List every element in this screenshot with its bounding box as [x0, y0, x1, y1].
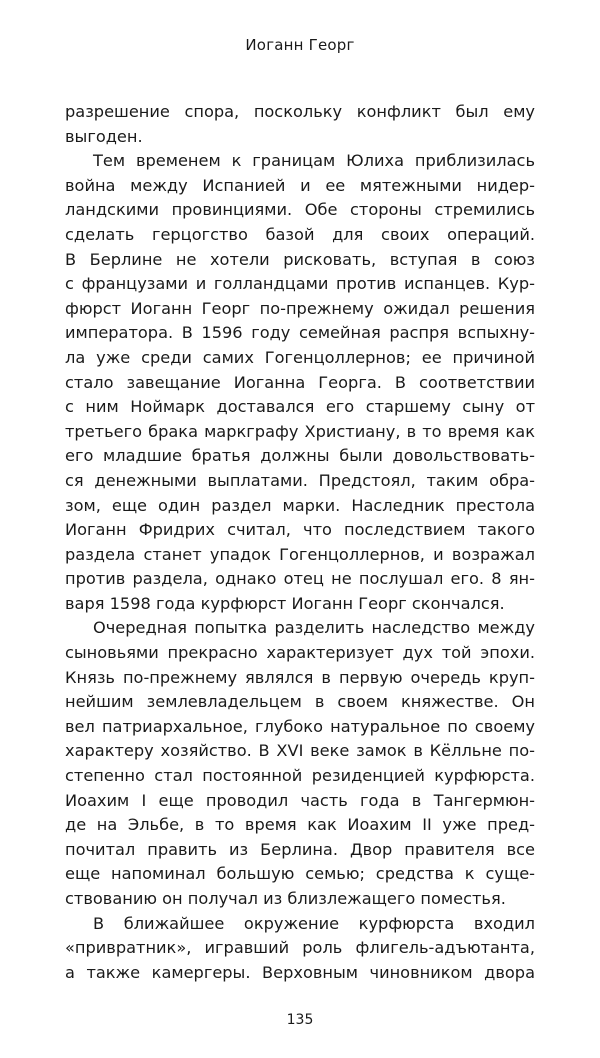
paragraph-first-line: В ближайшее окружение курфюрста входил: [93, 913, 535, 933]
paragraph-first-line: Очередная попытка разделить наследство между: [93, 618, 535, 638]
text-line: а также камергеры. Верховным чиновником двора: [65, 962, 535, 982]
text-line: с ним Ноймарк доставался его старшему сыну от: [65, 397, 535, 417]
text-line: степенно стал постоянной резиденцией курфюрста.: [65, 766, 535, 786]
text-line: стало завещание Иоганна Георга. В соответствии: [65, 372, 535, 392]
text-line: вел патриархальное, глубоко натуральное по своему: [65, 716, 535, 736]
text-line: Князь по-прежнему являлся в первую очередь круп-: [65, 667, 535, 687]
text-line: выгоден.: [65, 126, 143, 146]
text-line: В Берлине не хотели рисковать, вступая в союз: [65, 249, 535, 269]
text-line: его младшие братья должны были довольствовать-: [65, 446, 535, 466]
text-line: Иоганн Фридрих считал, что последствием такого: [65, 520, 535, 540]
text-line: ствованию он получал из близлежащего поместья.: [65, 889, 506, 908]
body-text: [65, 100, 535, 985]
text-line: разрешение спора, поскольку конфликт был ему: [65, 102, 535, 121]
running-head: Иоганн Георг: [245, 36, 355, 54]
page-number: 135: [286, 1012, 314, 1028]
text-line: Иоахим I еще проводил часть года в Тангермюн-: [65, 790, 535, 810]
text-line: нейшим землевладельцем в своем княжестве. Он: [65, 692, 535, 712]
text-line: зом, еще один раздел марки. Наследник престола: [65, 495, 535, 515]
text-line: сделать герцогство базой для своих операций.: [65, 224, 535, 244]
text-line: раздела станет упадок Гогенцоллернов, и возражал: [65, 544, 535, 564]
text-line: ла уже среди самих Гогенцоллернов; ее причиной: [65, 347, 535, 367]
text-line: война между Испанией и ее мятежными нидер-: [65, 175, 535, 195]
text-line: фюрст Иоганн Георг по-прежнему ожидал решения: [65, 298, 535, 318]
text-line: варя 1598 года курфюрст Иоганн Георг скончался.: [65, 593, 505, 613]
text-line: сыновьями прекрасно характеризует дух той эпохи.: [65, 643, 535, 663]
text-line: характеру хозяйство. В XVI веке замок в Кёлльне по-: [65, 741, 535, 761]
text-line: де на Эльбе, в то время как Иоахим II уже пред-: [65, 815, 535, 835]
text-line: против раздела, однако отец не послушал его. 8 ян-: [65, 569, 535, 589]
text-line: императора. В 1596 году семейная распря вспыхну-: [65, 323, 535, 343]
text-line: ландскими провинциями. Обе стороны стремились: [65, 200, 535, 220]
text-line: «привратник», игравший роль флигель-адъютанта,: [65, 938, 535, 958]
paragraph-first-line: Тем временем к границам Юлиха приблизилась: [93, 151, 535, 171]
text-line: с французами и голландцами против испанцев. Кур-: [65, 274, 535, 294]
text-line: третьего брака маркграфу Христиану, в то время как: [65, 421, 535, 441]
text-line: еще напоминал большую семью; средства к суще-: [65, 864, 535, 884]
text-line: почитал править из Берлина. Двор правителя все: [65, 839, 535, 859]
text-line: ся денежными выплатами. Предстоял, таким обра-: [65, 470, 535, 490]
